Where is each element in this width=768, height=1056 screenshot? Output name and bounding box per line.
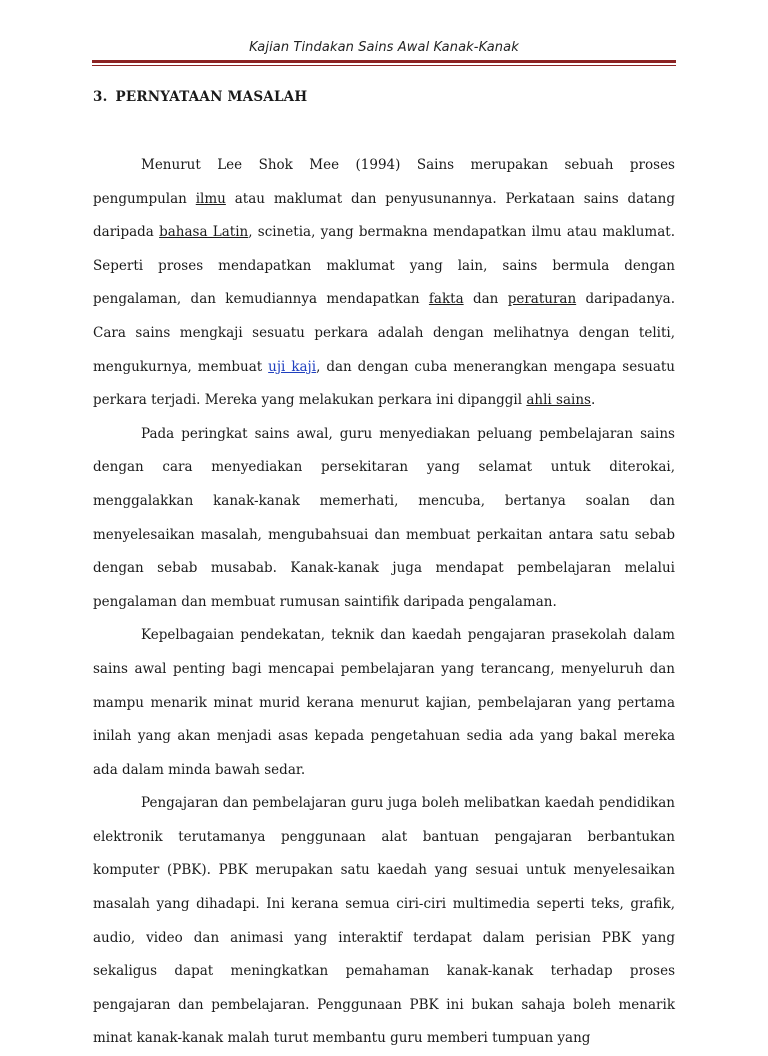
document-body [93,149,675,1056]
page-header-title: Kajian Tindakan Sains Awal Kanak-Kanak [249,40,519,55]
paragraph-1-text-3: , scinetia, yang bermakna mendapatkan ilmu atau maklumat. Seperti proses mendapatkan maklumat yang lain, sains bermula dengan pengalaman, dan kemudiannya mendapatkan [93,224,675,308]
paragraph-1-text-7: . [590,392,596,409]
paragraph-2: Pada peringkat sains awal, guru menyediakan peluang pembelajaran sains dengan cara menyediakan persekitaran yang selamat untuk diterokai, menggalakkan kanak-kanak memerhati, mencuba, bertanya soalan dan menyelesaikan masalah, mengubahsuai dan membuat perkaitan antara satu sebab dengan sebab musabab. Kanak-kanak juga mendapat pembelajaran melalui pengalaman dan membuat rumusan saintifik daripada pengalaman. [93,425,675,610]
link-fakta[interactable]: fakta [428,291,464,308]
header-rule-thick [92,60,676,63]
paragraph-1-text-1: Menurut Lee Shok Mee (1994) Sains merupakan sebuah proses pengumpulan [93,157,675,207]
section-heading [93,89,307,105]
paragraph-1-text-4: dan [463,291,508,308]
header-rule-thin [92,65,676,66]
paragraph-1 [93,149,675,418]
link-ahli-sains[interactable]: ahli sains [526,392,591,409]
paragraph-1-text-6: , dan dengan cuba menerangkan mengapa sesuatu perkara terjadi. Mereka yang melakukan perkara ini dipanggil [93,358,676,409]
section-number: 3. [93,89,108,105]
link-uji-kaji[interactable]: uji kaji [268,358,317,375]
link-peraturan[interactable]: peraturan [507,291,577,308]
paragraph-1-text-2: atau maklumat dan penyusunannya. Perkataan sains datang daripada [93,190,676,241]
link-ilmu[interactable]: ilmu [195,190,226,207]
paragraph-4: Pengajaran dan pembelajaran guru juga boleh melibatkan kaedah pendidikan elektronik terutamanya penggunaan alat bantuan pengajaran berbantukan komputer (PBK). PBK merupakan satu kaedah yang sesuai untuk menyelesaikan masalah yang dihadapi. Ini kerana semua ciri-ciri multimedia seperti teks, grafik, audio, video dan animasi yang interaktif terdapat dalam perisian PBK yang sekaligus dapat meningkatkan pemahaman kanak-kanak terhadap proses pengajaran dan pembelajaran. Penggunaan PBK ini bukan sahaja boleh menarik minat kanak-kanak malah turut membantu guru memberi tumpuan yang [93,795,675,1047]
section-title: PERNYATAAN MASALAH [115,89,308,105]
link-bahasa-latin[interactable]: bahasa Latin [159,224,249,241]
paragraph-3: Kepelbagaian pendekatan, teknik dan kaedah pengajaran prasekolah dalam sains awal penting bagi mencapai pembelajaran yang terancang, menyeluruh dan mampu menarik minat murid kerana menurut kajian, pembelajaran yang pertama inilah yang akan menjadi asas kepada pengetahuan sedia ada yang bakal mereka ada dalam minda bawah sedar. [93,627,675,778]
paragraph-1-text-5: daripadanya. Cara sains mengkaji sesuatu perkara adalah dengan melihatnya dengan teliti, mengukurnya, membuat [93,291,676,375]
